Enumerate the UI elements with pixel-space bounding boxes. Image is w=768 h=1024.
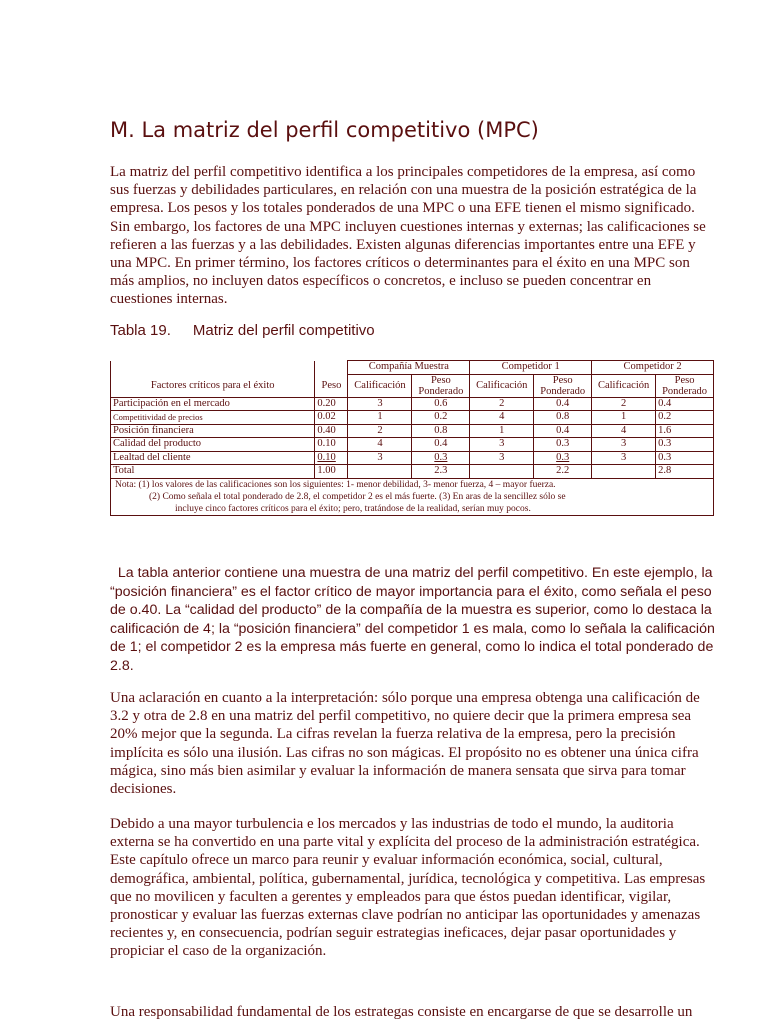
table-number: Tabla 19. <box>110 322 171 339</box>
table-note-row <box>111 478 714 515</box>
pond-cell: 0.8 <box>534 411 592 425</box>
calif-cell: 1 <box>348 411 412 425</box>
table-row <box>111 411 714 425</box>
total-label: Total <box>111 465 315 479</box>
competitive-profile-table <box>110 360 714 516</box>
calif-cell: 2 <box>348 424 412 438</box>
group-header-competitor1: Competidor 1 <box>470 361 592 375</box>
pond-cell: 0.4 <box>534 424 592 438</box>
pond-header-2: Peso Ponderado <box>534 374 592 397</box>
peso-cell: 0.10 <box>315 451 348 465</box>
pond-cell: 0.3 <box>656 438 714 452</box>
pond-cell: 1.6 <box>656 424 714 438</box>
example-paragraph: La tabla anterior contiene una muestra de una matriz del perfil competitivo. En este ejemplo, la “posición financiera” es el factor crítico de mayor importancia para el éxito, como señala el peso de o.40. La “calidad del producto” de la compañía de la muestra es superior, como lo destaca la calificación de 4; la “posición financiera” del competidor 1 es mala, como lo señala la calificación de 1; el competidor 2 es la empresa más fuerte en general, como lo indica el total ponderado de 2.8. <box>110 565 719 674</box>
table-note <box>111 478 714 515</box>
table-row <box>111 438 714 452</box>
calif-cell: 3 <box>348 397 412 411</box>
calif-cell: 4 <box>470 411 534 425</box>
pond-cell: 0.8 <box>412 424 470 438</box>
pond-cell: 0.3 <box>534 451 592 465</box>
calif-cell: 3 <box>348 451 412 465</box>
interpretation-paragraph: Una aclaración en cuanto a la interpretación: sólo porque una empresa obtenga una calificación de 3.2 y otra de 2.8 en una matriz del perfil competitivo, no quiere decir que la primera empresa sea 20% mejor que la segunda. La cifras revelan la fuerza relativa de la empresa, pero la precisión implícita es sólo una ilusión. Las cifras no son mágicas. El propósito no es obtener una única cifra mágica, sino más bien asimilar y evaluar la información de manera sensata que sirva para tomar decisiones. <box>110 690 700 798</box>
table-caption <box>110 322 375 339</box>
pond-cell: 0.6 <box>412 397 470 411</box>
calif-cell: 4 <box>592 424 656 438</box>
calif-cell: 2 <box>470 397 534 411</box>
total-peso: 1.00 <box>315 465 348 479</box>
calif-cell: 1 <box>470 424 534 438</box>
factor-cell: Participación en el mercado <box>111 397 315 411</box>
table-row <box>111 397 714 411</box>
table-row <box>111 424 714 438</box>
pond-cell: 0.2 <box>412 411 470 425</box>
calif-cell: 3 <box>470 451 534 465</box>
factor-cell: Lealtad del cliente <box>111 451 315 465</box>
peso-cell: 0.20 <box>315 397 348 411</box>
section-title: M. La matriz del perfil competitivo (MPC) <box>110 118 539 142</box>
turbulence-paragraph: Debido a una mayor turbulencia e los mercados y las industrias de todo el mundo, la auditoria externa se ha convertido en una parte vital y explícita del proceso de la administración estratégica. Este capítulo ofrece un marco para reunir y evaluar información económica, social, cultural, demográfica, ambiental, política, gubernamental, jurídica, tecnológica y competitiva. Las empresas que no movilicen y faculten a gerentes y empleados para que éstos puedan identificar, vigilar, pronosticar y evaluar las fuerzas externas clave podrían no anticipar las oportunidades y amenazas recientes y, en consecuencia, podrían seguir estrategias ineficaces, dejar pasar oportunidades y propiciar el caso de la organización. <box>110 816 706 960</box>
factor-cell: Calidad del producto <box>111 438 315 452</box>
calif-cell: 4 <box>348 438 412 452</box>
total-pond-1: 2.3 <box>412 465 470 479</box>
pond-header-1: Peso Ponderado <box>412 374 470 397</box>
table-group-header-row <box>111 361 714 375</box>
calif-header-1: Calificación <box>348 374 412 397</box>
note-line-1: Nota: (1) los valores de las calificaciones son los siguientes: 1- menor debilidad, 3- menor fuerza, 4 – mayor fuerza. <box>115 479 556 490</box>
factor-header: Factores críticos para el éxito <box>111 374 315 397</box>
peso-cell: 0.02 <box>315 411 348 425</box>
pond-cell: 0.3 <box>534 438 592 452</box>
group-header-competitor2: Competidor 2 <box>592 361 714 375</box>
peso-header: Peso <box>315 374 348 397</box>
peso-cell: 0.40 <box>315 424 348 438</box>
note-line-3: incluye cinco factores críticos para el éxito; pero, tratándose de la realidad, serían muy pocos. <box>175 503 531 514</box>
factor-cell: Competitividad de precios <box>111 411 315 425</box>
pond-cell: 0.4 <box>534 397 592 411</box>
calif-header-3: Calificación <box>592 374 656 397</box>
calif-cell: 3 <box>592 451 656 465</box>
responsibility-paragraph: Una responsabilidad fundamental de los estrategas consiste en encargarse de que se desarrolle un <box>110 1004 693 1020</box>
pond-cell: 0.4 <box>656 397 714 411</box>
group-header-sample: Compañía Muestra <box>348 361 470 375</box>
total-pond-3: 2.8 <box>656 465 714 479</box>
calif-header-2: Calificación <box>470 374 534 397</box>
calif-cell: 3 <box>592 438 656 452</box>
table-title: Matriz del perfil competitivo <box>192 322 375 339</box>
table-total-row <box>111 465 714 479</box>
pond-header-3: Peso Ponderado <box>656 374 714 397</box>
calif-cell: 2 <box>592 397 656 411</box>
intro-paragraph: La matriz del perfil competitivo identifica a los principales competidores de la empresa, así como sus fuerzas y debilidades particulares, en relación con una muestra de la posición estratégica de la empresa. Los pesos y los totales ponderados de una MPC o una EFE tienen el mismo significado. Sin embargo, los factores de una MPC incluyen cuestiones internas y externas; las calificaciones se refieren a las fuerzas y a las debilidades. Existen algunas diferencias importantes entre una EFE y una MPC. En primer término, los factores críticos o determinantes para el éxito en una MPC son más amplios, no incluyen datos específicos o concretos, e incluso se pueden concentrar en cuestiones internas. <box>110 164 706 308</box>
pond-cell: 0.3 <box>412 451 470 465</box>
pond-cell: 0.2 <box>656 411 714 425</box>
peso-cell: 0.10 <box>315 438 348 452</box>
calif-cell: 3 <box>470 438 534 452</box>
table-row <box>111 451 714 465</box>
pond-cell: 0.4 <box>412 438 470 452</box>
total-pond-2: 2.2 <box>534 465 592 479</box>
calif-cell: 1 <box>592 411 656 425</box>
note-line-2: (2) Como señala el total ponderado de 2.8, el competidor 2 es el más fuerte. (3) En aras de la sencillez sólo se <box>149 491 566 502</box>
table-column-header-row <box>111 374 714 397</box>
factor-cell: Posición financiera <box>111 424 315 438</box>
pond-cell: 0.3 <box>656 451 714 465</box>
